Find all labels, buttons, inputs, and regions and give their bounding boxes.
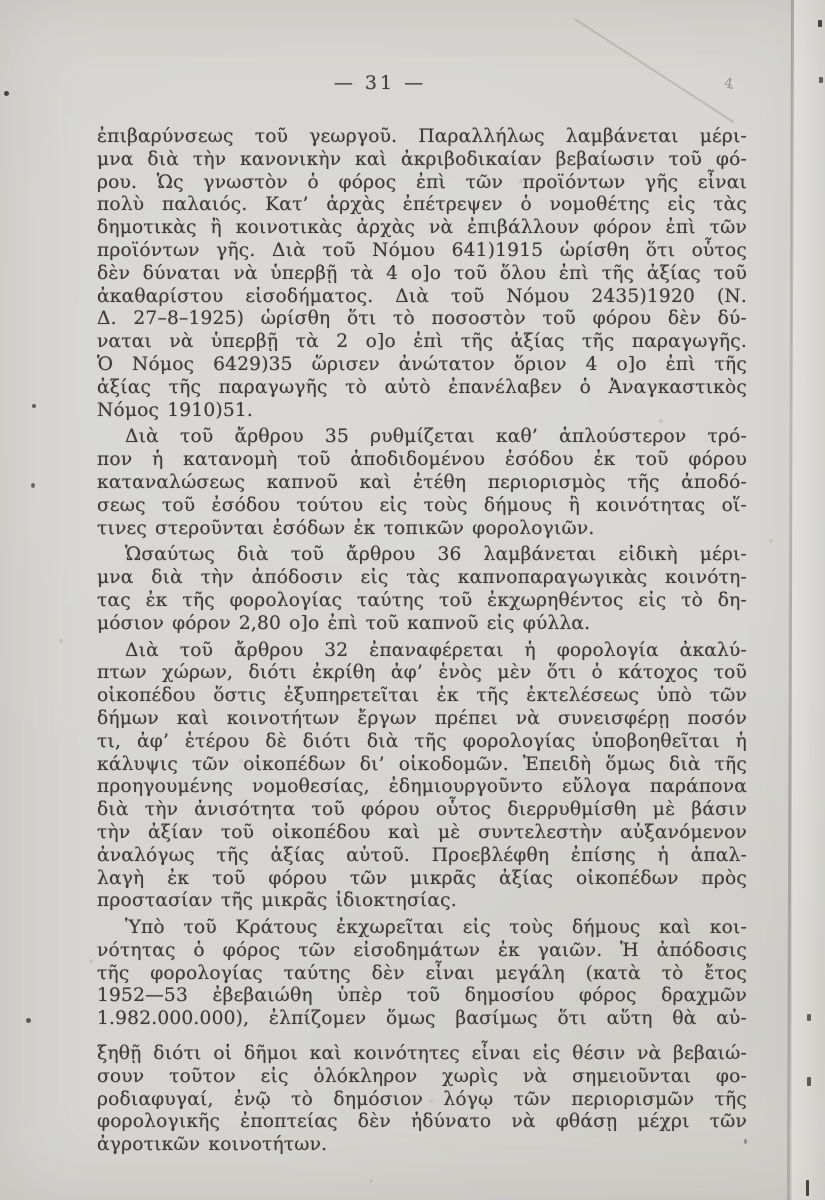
text-line: ἐπιβαρύνσεως τοῦ γεωργοῦ. Παραλλήλως λαμβάνεται μέρι- — [97, 126, 747, 147]
paper-fold-shadow — [574, 18, 734, 123]
text-line: πτων χώρων, διότι ἐκρίθη ἀφ’ ἑνὸς μὲν ὅτι ὁ κάτοχος τοῦ — [97, 662, 747, 684]
text-line: τινες στεροῦνται ἐσόδων ἐκ τοπικῶν φορολογιῶν. — [97, 517, 595, 539]
text-line: σουν τοῦτον εἰς ὁλόκληρον χωρὶς νὰ σημειοῦνται φο- — [97, 1065, 747, 1087]
text-line: διὰ τὴν ἀνισότητα τοῦ φόρου οὗτος διερρυθμίσθη μὲ βάσιν — [97, 799, 747, 821]
text-line: ξηθῇ διότι οἱ δῆμοι καὶ κοινότητες εἶναι εἰς θέσιν νὰ βεβαιώ- — [97, 1043, 747, 1065]
text-line: Ὁ Νόμος 6429)35 ὥρισεν ἀνώτατον ὅριον 4 ο]ο ἐπὶ τῆς — [97, 353, 747, 375]
paragraph — [97, 917, 747, 1031]
paragraph — [97, 426, 747, 540]
text-line: ναται νὰ ὑπερβῇ τὰ 2 ο]ο ἐπὶ τῆς ἀξίας τῆς παραγωγῆς. — [97, 331, 747, 353]
paragraph — [97, 126, 747, 422]
scan-speck — [818, 20, 822, 27]
paragraph — [97, 640, 747, 914]
text-line: ρου. Ὡς γνωστὸν ὁ φόρος ἐπὶ τῶν προϊόντων γῆς εἶναι — [97, 171, 747, 193]
text-line: ροδιαφυγαί, ἐνῷ τὸ δημόσιον λόγῳ τῶν περιορισμῶν τῆς — [97, 1088, 747, 1110]
text-line: Διὰ τοῦ ἄρθρου 35 ρυθμίζεται καθ’ ἁπλούστερον τρό- — [125, 426, 747, 448]
text-line: δὲν δύναται νὰ ὑπερβῇ τὰ 4 ο]ο τοῦ ὅλου ἐπὶ τῆς ἀξίας τοῦ — [97, 262, 747, 284]
text-line: δήμων καὶ κοινοτήτων ἔργων πρέπει νὰ συνεισφέρῃ ποσόν — [97, 707, 747, 729]
text-line: Νόμος 1910)51. — [97, 399, 254, 421]
paragraph — [97, 1043, 747, 1157]
text-line: μνα διὰ τὴν ἀπόδοσιν εἰς τὰς καπνοπαραγωγικὰς κοινότη- — [97, 567, 747, 589]
scan-speck — [32, 404, 36, 408]
text-line: κάλυψις τῶν οἰκοπέδων δι’ οἰκοδομῶν. Ἐπειδὴ ὅμως διὰ τῆς — [97, 753, 747, 775]
text-line: σεως τοῦ ἐσόδου τούτου εἰς τοὺς δήμους ἢ κοινότητας οἵ- — [97, 494, 747, 516]
text-line: προστασίαν τῆς μικρᾶς ἰδιοκτησίας. — [97, 890, 457, 912]
text-line: πον ἡ κατανομὴ τοῦ ἀποδιδομένου ἐσόδου ἐκ τοῦ φόρου — [97, 449, 747, 471]
text-line: μόσιον φόρον 2,80 ο]ο ἐπὶ τοῦ καπνοῦ εἰς φύλλα. — [97, 612, 591, 634]
text-line: τι, ἀφ’ ἑτέρου δὲ διότι διὰ τῆς φορολογίας ὑποβοηθεῖται ἡ — [97, 730, 747, 752]
scan-speck — [819, 77, 823, 83]
scan-speck — [4, 91, 9, 96]
text-line: νότητας ὁ φόρος τῶν εἰσοδημάτων ἐκ γαιῶν. Ἡ ἀπόδοσις — [97, 939, 747, 961]
text-line: 1952—53 ἐβεβαιώθη ὑπὲρ τοῦ δημοσίου φόρος δραχμῶν — [97, 985, 747, 1007]
text-line: ἀκαθαρίστου εἰσοδήματος. Διὰ τοῦ Νόμου 2435)1920 (Ν. — [97, 285, 747, 307]
text-line: ἀξίας τῆς παραγωγῆς τὸ αὐτὸ ἐπανέλαβεν ὁ Ἀναγκαστικὸς — [97, 376, 747, 398]
paragraph — [97, 544, 747, 635]
text-line: Δ. 27–8–1925) ὡρίσθη ὅτι τὸ ποσοστὸν τοῦ φόρου δὲν δύ- — [97, 308, 747, 330]
text-line: ἀναλόγως τῆς ἀξίας αὐτοῦ. Προεβλέφθη ἐπίσης ἡ ἀπαλ- — [97, 844, 747, 866]
text-line: τας ἐκ τῆς φορολογίας ταύτης τοῦ ἐκχωρηθέντος εἰς τὸ δη- — [97, 589, 747, 611]
page-number: — 31 — — [333, 72, 427, 94]
text-line: λαγὴ ἐκ τοῦ φόρου τῶν μικρᾶς ἀξίας οἰκοπέδων πρὸς — [97, 867, 747, 889]
text-line: προϊόντων γῆς. Διὰ τοῦ Νόμου 641)1915 ὡρίσθη ὅτι οὗτος — [97, 239, 747, 261]
text-line: πολὺ παλαιός. Κατ’ ἀρχὰς ἐπέτρεψεν ὁ νομοθέτης εἰς τὰς — [97, 194, 747, 216]
text-line: ἀγροτικῶν κοινοτήτων. — [97, 1134, 328, 1156]
text-line: μνα διὰ τὴν κανονικὴν καὶ ἀκριβοδικαίαν βεβαίωσιν τοῦ φό- — [97, 148, 747, 170]
handwritten-margin-mark: 4 — [722, 75, 734, 93]
text-line: Διὰ τοῦ ἄρθρου 32 ἐπαναφέρεται ἡ φορολογία ἀκαλύ- — [125, 639, 747, 661]
scan-speck — [26, 1018, 31, 1023]
scan-speck — [807, 1014, 811, 1021]
scan-speck — [806, 1180, 809, 1196]
text-line: δημοτικὰς ἢ κοινοτικὰς ἀρχὰς νὰ ἐπιβάλλουν φόρον ἐπὶ τῶν — [97, 217, 747, 239]
paper-noise — [0, 0, 2, 2]
text-line: φορολογικῆς ἐποπτείας δὲν ἠδύνατο νὰ φθάσῃ μέχρι τῶν — [97, 1111, 747, 1133]
scan-speck — [731, 87, 733, 89]
text-line: τῆς φορολογίας ταύτης δὲν εἶναι μεγάλη (κατὰ τὸ ἔτος — [97, 962, 747, 984]
text-block — [97, 126, 747, 1157]
text-line: καταναλώσεως καπνοῦ καὶ ἐτέθη περιορισμὸς τῆς ἀποδό- — [97, 471, 747, 493]
text-line: Ὑπὸ τοῦ Κράτους ἐκχωρεῖται εἰς τοὺς δήμους καὶ κοι- — [125, 917, 747, 939]
text-line: προηγουμένης νομοθεσίας, ἐδημιουργοῦντο εὔλογα παράπονα — [97, 776, 747, 798]
text-line: 1.982.000.000), ἐλπίζομεν ὅμως βασίμως ὅτι αὕτη θὰ αὐ- — [97, 1008, 747, 1030]
text-line: οἰκοπέδου ὅστις ἐξυπηρετεῖται ἐκ τῆς ἐκτελέσεως ὑπὸ τῶν — [97, 685, 747, 707]
text-line: τὴν ἀξίαν τοῦ οἰκοπέδου καὶ μὲ συντελεστὴν αὐξανόμενον — [97, 821, 747, 843]
scan-speck — [744, 1139, 747, 1144]
scan-speck — [31, 483, 35, 488]
text-line: Ὡσαύτως διὰ τοῦ ἄρθρου 36 λαμβάνεται εἰδικὴ μέρι- — [125, 544, 747, 566]
scan-speck — [807, 1077, 811, 1086]
